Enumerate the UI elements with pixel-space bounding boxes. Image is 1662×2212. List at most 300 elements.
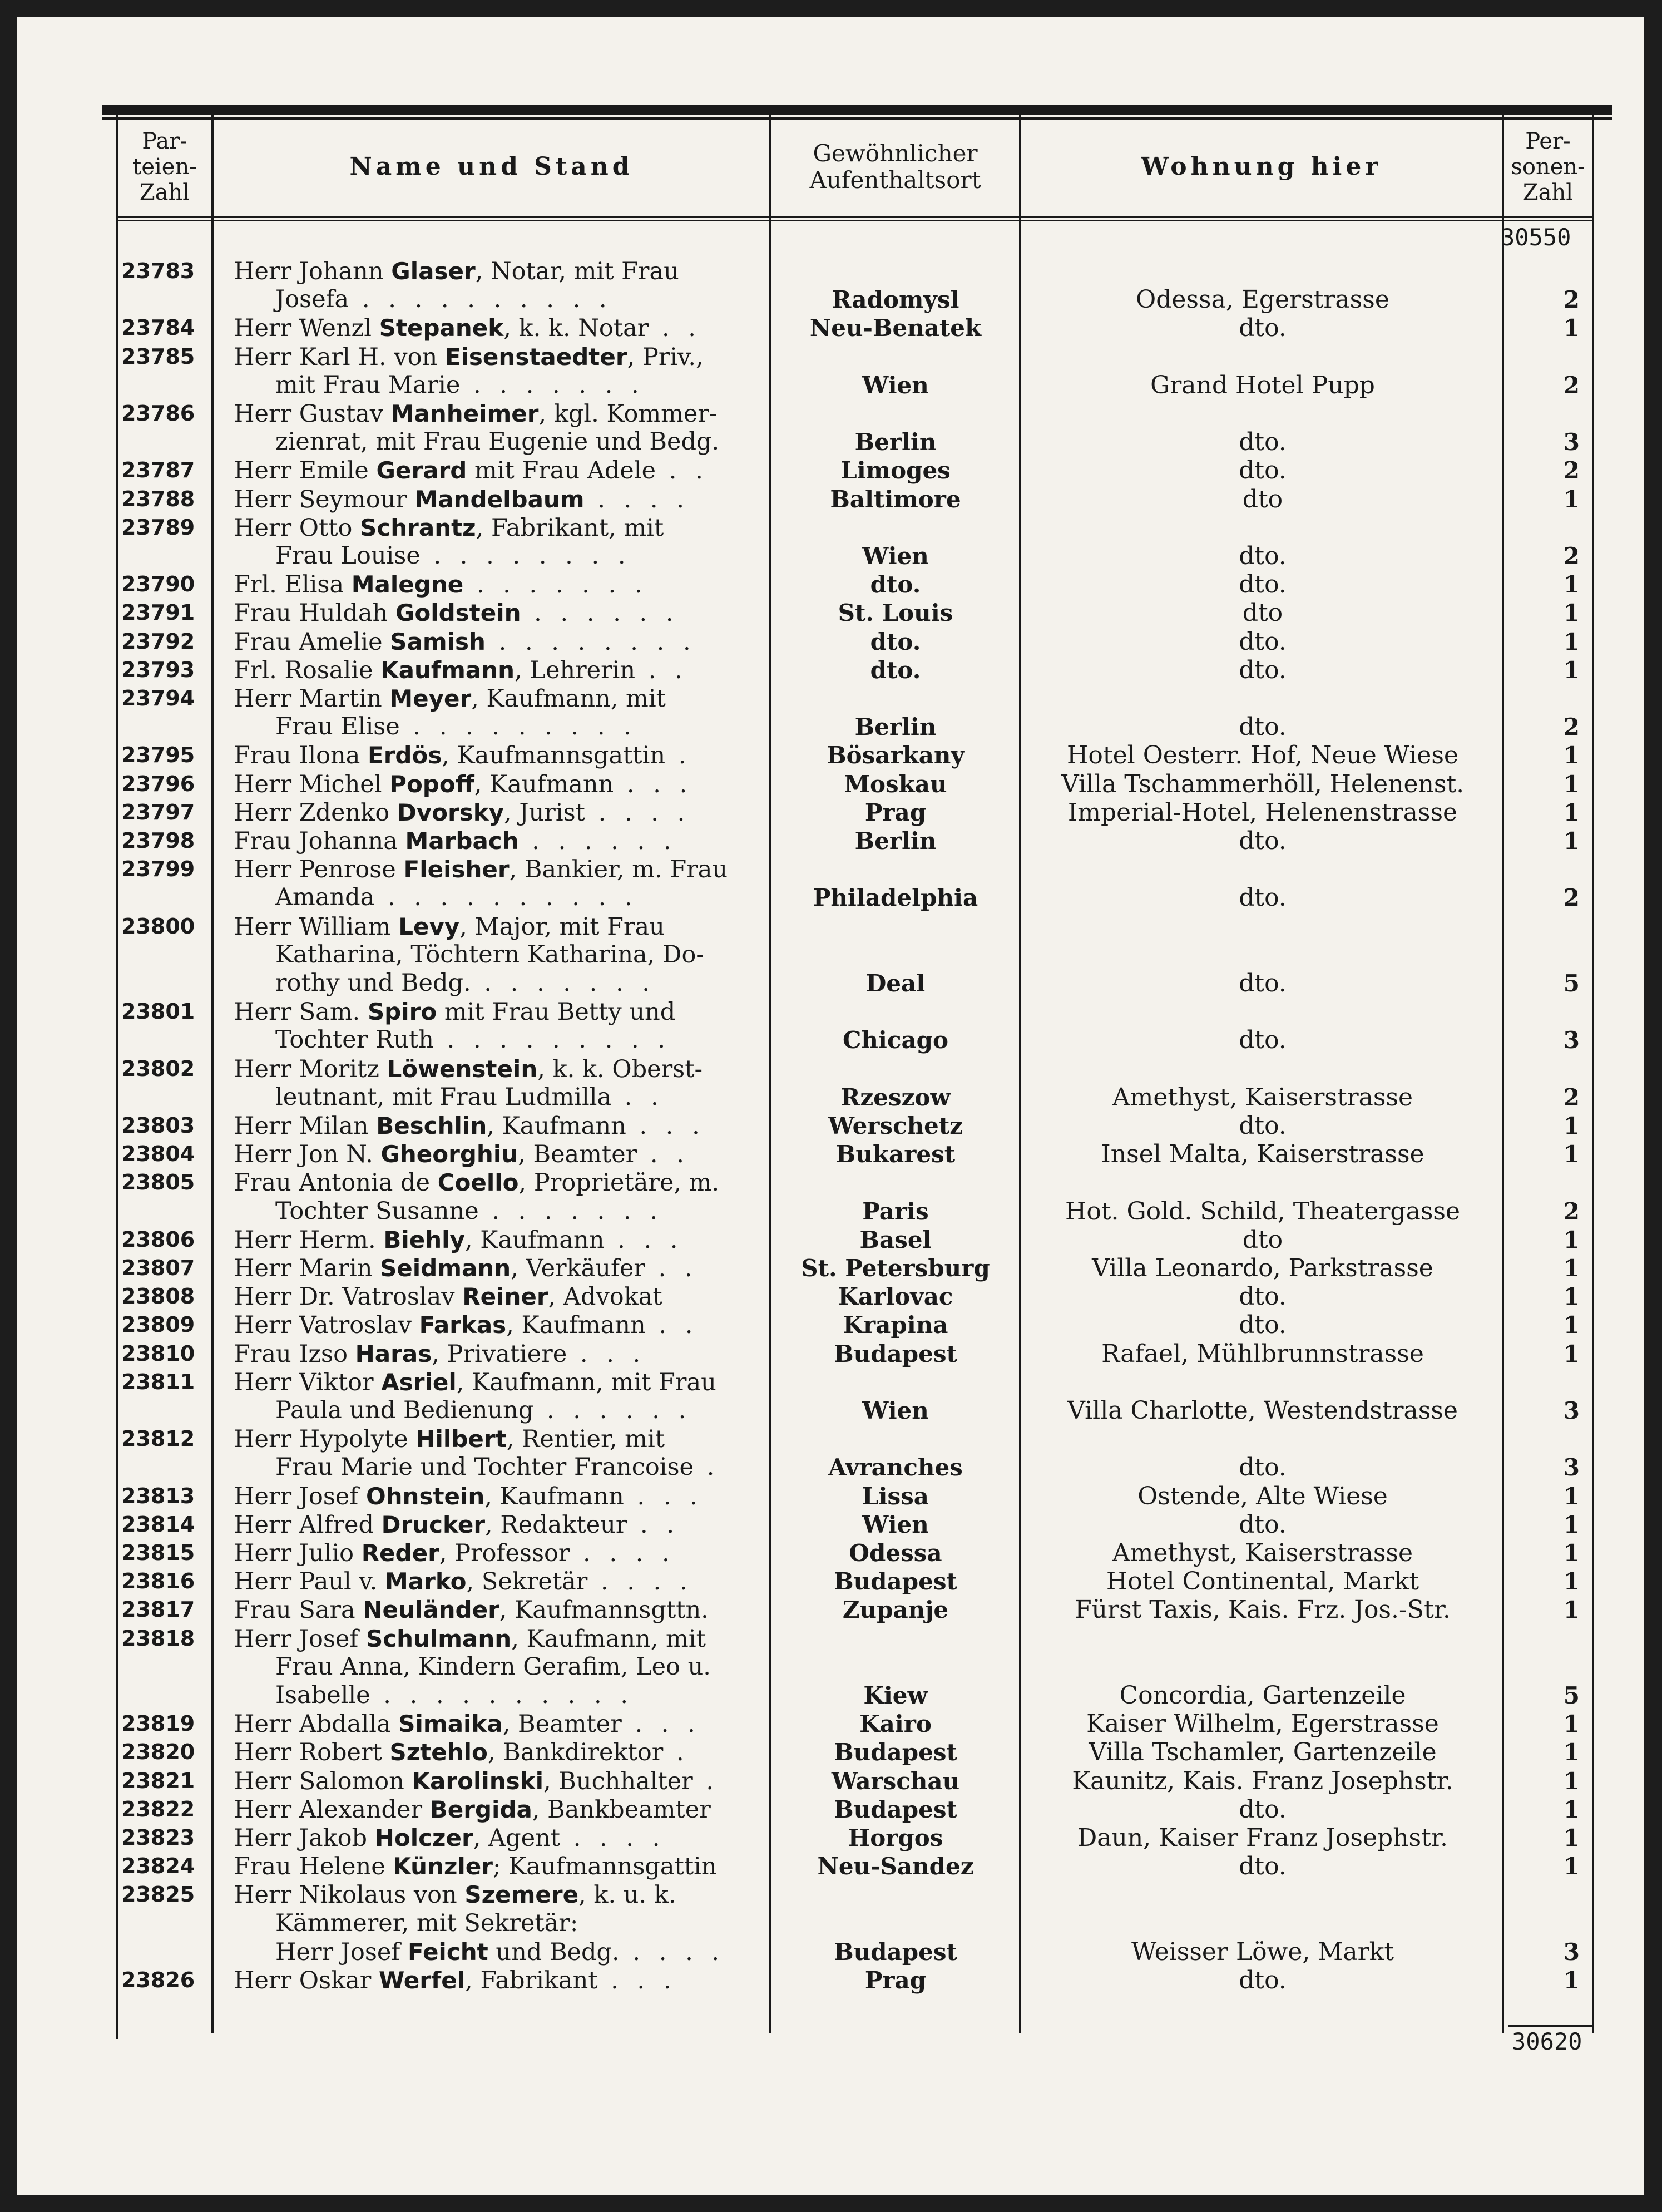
name-and-status <box>234 1710 701 1738</box>
header-name: Name und Stand <box>349 152 634 181</box>
person-count: 1 <box>1563 1140 1580 1168</box>
name-line: Frau Antonia de Coello, Proprietäre, m. <box>234 1169 720 1197</box>
surname: Coello <box>437 1169 519 1197</box>
party-number: 23808 <box>121 1284 195 1309</box>
usual-residence: Budapest <box>834 1938 957 1966</box>
name-and-status <box>234 1567 693 1596</box>
name-line: Herr Josef Ohnstein, Kaufmann . . . <box>234 1482 703 1510</box>
name-line: Frau Elise . . . . . . . . . <box>275 713 637 741</box>
name-line: Herr Sam. Spiro mit Frau Betty und <box>234 998 676 1026</box>
party-number: 23820 <box>121 1740 195 1765</box>
lodging-here: Kaunitz, Kais. Franz Josephstr. <box>1072 1766 1453 1795</box>
lodging-here: Insel Malta, Kaiserstrasse <box>1101 1140 1424 1169</box>
lodging-here: dto <box>1242 485 1283 514</box>
leader-dots: . . . . . . . <box>471 969 656 997</box>
lodging-here: dto. <box>1239 1852 1287 1881</box>
leader-dots: . . . . . . . . . <box>434 1026 671 1054</box>
surname: Farkas <box>419 1311 507 1339</box>
name-and-status <box>234 1795 711 1824</box>
surname: Sztehlo <box>389 1739 488 1766</box>
person-count: 5 <box>1563 1681 1580 1709</box>
usual-residence: Berlin <box>854 713 937 741</box>
name-and-status <box>234 343 704 399</box>
lodging-here: Odessa, Egerstrasse <box>1136 285 1389 314</box>
leader-dots: . . <box>656 457 709 485</box>
usual-residence: Baltimore <box>830 485 961 513</box>
surname: Mandelbaum <box>414 485 585 513</box>
usual-residence: Krapina <box>843 1311 948 1339</box>
person-count: 1 <box>1563 1596 1580 1624</box>
usual-residence: Prag <box>864 1967 927 1994</box>
usual-residence: Budapest <box>834 1795 957 1823</box>
surname: Marbach <box>405 827 519 855</box>
name-line: Herr Hypolyte Hilbert, Rentier, mit <box>234 1425 665 1454</box>
usual-residence: Wien <box>862 542 929 570</box>
name-and-status <box>234 570 648 599</box>
usual-residence: Zupanje <box>842 1596 949 1624</box>
party-number: 23796 <box>121 771 195 796</box>
surname: Erdös <box>368 742 442 769</box>
surname: Manheimer <box>390 400 539 427</box>
name-line: Herr Otto Schrantz, Fabrikant, mit <box>234 514 664 542</box>
usual-residence: Odessa <box>849 1539 942 1567</box>
usual-residence: Wien <box>862 1510 929 1538</box>
name-line: Frau Marie und Tochter Francoise . <box>275 1453 720 1482</box>
party-number: 23810 <box>121 1341 195 1366</box>
name-and-status <box>234 1425 720 1482</box>
lodging-here: dto. <box>1239 1453 1287 1482</box>
party-number: 23792 <box>121 629 195 654</box>
lodging-here: dto. <box>1239 428 1287 457</box>
lodging-here: Villa Tschamler, Gartenzeile <box>1089 1738 1437 1767</box>
person-count: 1 <box>1563 1112 1580 1139</box>
header-number: Par- teien- Zahl <box>132 129 197 205</box>
usual-residence: Horgos <box>848 1824 943 1851</box>
leader-dots: . . <box>645 1255 698 1282</box>
name-line: Herr Paul v. Marko, Sekretär . . . . <box>234 1568 693 1596</box>
person-count: 2 <box>1563 1083 1580 1111</box>
name-and-status <box>234 1539 675 1567</box>
usual-residence: Rzeszow <box>840 1083 951 1111</box>
party-number: 23814 <box>121 1512 195 1537</box>
leader-dots: . . <box>637 1140 690 1169</box>
party-number: 23806 <box>121 1227 195 1252</box>
usual-residence: Moskau <box>844 770 947 798</box>
name-and-status <box>234 1282 662 1311</box>
surname: Werfel <box>378 1967 466 1994</box>
name-line: Herr Seymour Mandelbaum . . . . <box>234 485 690 514</box>
name-line: Herr Penrose Fleisher, Bankier, m. Frau <box>234 856 728 884</box>
usual-residence: Budapest <box>834 1568 957 1596</box>
lodging-here: dto <box>1242 599 1283 628</box>
leader-dots: . . <box>645 1311 699 1340</box>
lodging-here: dto. <box>1239 1510 1287 1539</box>
name-and-status <box>234 1112 705 1140</box>
party-number: 23813 <box>121 1483 195 1508</box>
name-line: Herr Emile Gerard mit Frau Adele . . <box>234 457 709 485</box>
name-and-status <box>234 1767 719 1795</box>
name-and-status <box>234 912 704 998</box>
usual-residence: Chicago <box>842 1026 949 1054</box>
party-number: 23783 <box>121 259 195 283</box>
party-number: 23801 <box>121 999 195 1024</box>
leader-dots: . . . . . . . . . . <box>370 1681 634 1709</box>
party-number: 23811 <box>121 1369 195 1394</box>
name-and-status <box>234 599 679 627</box>
surname: Hilbert <box>416 1425 507 1453</box>
usual-residence: St. Petersburg <box>801 1255 990 1282</box>
leader-dots: . . . . <box>619 1938 725 1966</box>
name-line: Herr Salomon Karolinski, Buchhalter . <box>234 1767 720 1795</box>
leader-dots: . . . . <box>585 798 691 827</box>
usual-residence: Bukarest <box>835 1140 956 1168</box>
person-count: 1 <box>1563 1283 1580 1311</box>
party-number: 23821 <box>121 1768 195 1793</box>
name-and-status <box>234 770 692 798</box>
party-number: 23789 <box>121 515 195 540</box>
lodging-here: Hotel Continental, Markt <box>1106 1567 1419 1596</box>
lodging-here: dto. <box>1239 456 1287 485</box>
lodging-here: Amethyst, Kaiserstrasse <box>1112 1539 1413 1567</box>
header-origin: Gewöhnlicher Aufenthaltsort <box>809 139 981 194</box>
usual-residence: Neu-Benatek <box>809 314 982 342</box>
party-number: 23812 <box>121 1426 195 1451</box>
lodging-here: Hot. Gold. Schild, Theatergasse <box>1065 1197 1461 1226</box>
name-line: rothy und Bedg. . . . . . . . <box>275 969 656 997</box>
person-count: 1 <box>1563 1967 1580 1994</box>
surname: Seidmann <box>380 1255 511 1282</box>
lodging-here: dto. <box>1239 1966 1287 1994</box>
surname: Beschlin <box>376 1112 487 1139</box>
leader-dots: . . . . . . . <box>463 571 648 599</box>
person-count: 3 <box>1563 1396 1580 1424</box>
name-and-status <box>234 1738 690 1766</box>
surname: Schrantz <box>360 514 476 541</box>
person-count: 1 <box>1563 1539 1580 1567</box>
name-line: Herr Milan Beschlin, Kaufmann . . . <box>234 1112 705 1140</box>
leader-dots: . <box>693 1453 720 1482</box>
name-line: Amanda . . . . . . . . . . <box>275 883 638 912</box>
usual-residence: Limoges <box>840 457 951 485</box>
lodging-here: Kaiser Wilhelm, Egerstrasse <box>1086 1710 1439 1739</box>
usual-residence: Avranches <box>828 1454 963 1482</box>
party-number: 23824 <box>121 1854 195 1879</box>
name-line: Herr Marin Seidmann, Verkäufer . . <box>234 1255 698 1282</box>
party-number: 23809 <box>121 1312 195 1337</box>
surname: Popoff <box>389 770 474 798</box>
person-count: 1 <box>1563 1795 1580 1823</box>
name-and-status <box>234 1482 703 1510</box>
usual-residence: dto. <box>870 628 921 655</box>
name-and-status <box>234 656 688 684</box>
usual-residence: Berlin <box>854 428 937 456</box>
surname: Spiro <box>367 998 437 1026</box>
lodging-here: Ostende, Alte Wiese <box>1137 1482 1388 1510</box>
name-line: Frau Sara Neuländer, Kaufmannsgttn. <box>234 1596 709 1625</box>
name-and-status <box>234 1824 665 1852</box>
name-and-status <box>234 827 677 855</box>
name-line: mit Frau Marie . . . . . . . <box>275 371 645 399</box>
name-line: Herr Alexander Bergida, Bankbeamter <box>234 1795 711 1824</box>
lodging-here: Weisser Löwe, Markt <box>1131 1937 1394 1966</box>
party-number: 23787 <box>121 458 195 483</box>
surname: Holczer <box>374 1824 473 1851</box>
party-number: 23816 <box>121 1569 195 1594</box>
person-count: 2 <box>1563 1197 1580 1225</box>
person-count: 5 <box>1563 969 1580 997</box>
name-line: Herr Michel Popoff, Kaufmann . . . <box>234 770 693 798</box>
party-number: 23784 <box>121 315 195 340</box>
leader-dots: . . . <box>626 1112 705 1140</box>
person-count: 1 <box>1563 1710 1580 1738</box>
surname: Löwenstein <box>387 1055 538 1083</box>
name-line: Herr Alfred Drucker, Redakteur . . <box>234 1510 680 1539</box>
lodging-here: Imperial-Hotel, Helenenstrasse <box>1067 798 1458 827</box>
surname: Levy <box>398 912 460 940</box>
name-and-status <box>234 1596 709 1624</box>
name-line: Frau Louise . . . . . . . . <box>275 541 631 570</box>
usual-residence: Berlin <box>854 827 937 855</box>
lodging-here: dto. <box>1239 1026 1287 1055</box>
name-line: Herr William Levy, Major, mit Frau <box>234 912 665 941</box>
name-and-status <box>234 485 690 514</box>
surname: Fleisher <box>403 856 510 883</box>
leader-dots: . . . . . . . . <box>420 541 631 570</box>
person-count: 1 <box>1563 1482 1580 1510</box>
surname: Goldstein <box>395 599 521 627</box>
usual-residence: Warschau <box>831 1767 960 1795</box>
party-number: 23786 <box>121 401 195 426</box>
usual-residence: dto. <box>870 571 921 599</box>
person-count: 2 <box>1563 286 1580 314</box>
person-count: 3 <box>1563 1026 1580 1054</box>
leader-dots: . . . <box>621 1710 701 1739</box>
party-number: 23825 <box>121 1882 195 1907</box>
leader-dots: . . . . <box>560 1824 666 1852</box>
person-count: 3 <box>1563 1938 1580 1966</box>
lodging-here: Rafael, Mühlbrunnstrasse <box>1101 1339 1424 1368</box>
person-count: 1 <box>1563 1311 1580 1339</box>
lodging-here: dto. <box>1239 1282 1287 1311</box>
surname: Simaika <box>398 1710 503 1738</box>
surname: Karolinski <box>412 1767 543 1795</box>
leader-dots: . . . . . . . <box>460 371 645 399</box>
surname: Reder <box>361 1539 439 1567</box>
name-and-status <box>234 741 691 769</box>
name-line: Herr Dr. Vatroslav Reiner, Advokat <box>234 1283 662 1311</box>
party-number: 23803 <box>121 1113 195 1138</box>
person-count: 1 <box>1563 599 1580 627</box>
party-number: 23790 <box>121 572 195 597</box>
leader-dots: . . . <box>624 1482 703 1510</box>
name-line: Herr Josef Feicht und Bedg. . . . . <box>275 1938 725 1966</box>
lodging-here: dto. <box>1239 883 1287 912</box>
surname: Kaufmann <box>380 656 515 684</box>
name-line: Herr Julio Reder, Professor . . . . <box>234 1539 675 1567</box>
name-and-status <box>234 456 709 485</box>
surname: Eisenstaedter <box>444 343 627 371</box>
leader-dots: . <box>665 742 692 770</box>
leader-dots: . . . . . . <box>521 599 679 628</box>
person-count: 1 <box>1563 485 1580 513</box>
leader-dots: . . . . . . <box>533 1396 692 1424</box>
name-line: Frau Huldah Goldstein . . . . . . <box>234 599 679 628</box>
usual-residence: Kairo <box>859 1710 932 1738</box>
leader-dots: . . . <box>567 1340 646 1368</box>
name-line: Herr Jakob Holczer, Agent . . . . <box>234 1824 666 1852</box>
usual-residence: Kiew <box>863 1681 928 1709</box>
name-and-status <box>234 684 666 741</box>
usual-residence: dto. <box>870 656 921 684</box>
name-and-status <box>234 1340 646 1368</box>
name-line: Frau Amelie Samish . . . . . . . . <box>234 628 696 656</box>
name-line: Tochter Susanne . . . . . . . <box>275 1197 664 1225</box>
name-and-status <box>234 1254 698 1282</box>
party-number: 23798 <box>121 828 195 853</box>
name-and-status <box>234 1510 680 1539</box>
party-number: 23791 <box>121 600 195 625</box>
party-number: 23819 <box>121 1711 195 1736</box>
usual-residence: Karlovac <box>838 1283 953 1311</box>
surname: Haras <box>355 1340 432 1367</box>
party-number: 23805 <box>121 1170 195 1195</box>
person-count: 3 <box>1563 428 1580 456</box>
name-line: Herr Nikolaus von Szemere, k. u. k. <box>234 1881 676 1909</box>
name-line: Herr Robert Sztehlo, Bankdirektor . <box>234 1739 690 1767</box>
person-count: 1 <box>1563 1739 1580 1766</box>
leader-dots: . . <box>627 1510 680 1539</box>
lodging-here: dto. <box>1239 1795 1287 1824</box>
lodging-here: dto. <box>1239 570 1287 599</box>
surname: Neuländer <box>363 1596 499 1624</box>
name-line: Herr Johann Glaser, Notar, mit Frau <box>234 258 679 285</box>
leader-dots: . . . . <box>584 485 690 514</box>
lodging-here: dto. <box>1239 627 1287 656</box>
lodging-here: dto. <box>1239 655 1287 684</box>
lodging-here: dto. <box>1239 827 1287 855</box>
surname: Gerard <box>376 457 467 485</box>
name-line: Frau Izso Haras, Privatiere . . . <box>234 1340 646 1368</box>
lodging-here: dto. <box>1239 713 1287 742</box>
name-and-status <box>234 399 719 456</box>
person-count: 1 <box>1563 770 1580 798</box>
surname: Feicht <box>407 1938 488 1966</box>
name-line: Frau Helene Künzler; Kaufmannsgattin <box>234 1853 717 1881</box>
person-count: 1 <box>1563 742 1580 769</box>
usual-residence: Budapest <box>834 1739 957 1766</box>
surname: Glaser <box>391 258 476 285</box>
surname: Stepanek <box>379 314 504 342</box>
party-number: 23804 <box>121 1142 195 1167</box>
person-count: 1 <box>1563 314 1580 342</box>
lodging-here: Hotel Oesterr. Hof, Neue Wiese <box>1067 741 1458 770</box>
name-and-status <box>234 514 664 570</box>
name-line: Herr Zdenko Dvorsky, Jurist . . . . <box>234 798 691 827</box>
name-line: Herr Jon N. Gheorghiu, Beamter . . <box>234 1140 690 1169</box>
usual-residence: Deal <box>865 969 926 997</box>
lodging-here: dto. <box>1239 969 1287 998</box>
usual-residence: Philadelphia <box>813 884 978 912</box>
name-line: Frl. Rosalie Kaufmann, Lehrerin . . <box>234 656 688 684</box>
name-and-status <box>234 1311 698 1339</box>
name-and-status <box>234 628 696 656</box>
name-and-status <box>234 855 728 912</box>
party-number: 23795 <box>121 743 195 768</box>
party-number: 23788 <box>121 486 195 511</box>
party-number: 23815 <box>121 1540 195 1565</box>
name-and-status <box>234 998 675 1054</box>
person-count: 3 <box>1563 1454 1580 1482</box>
name-line: Frau Johanna Marbach . . . . . . <box>234 827 677 855</box>
surname: Dvorsky <box>397 798 504 826</box>
name-and-status <box>234 1055 703 1112</box>
name-line: Herr Josef Schulmann, Kaufmann, mit <box>234 1625 706 1653</box>
name-and-status <box>234 1625 711 1710</box>
name-line: Tochter Ruth . . . . . . . . . <box>275 1026 671 1054</box>
name-line: Herr Vatroslav Farkas, Kaufmann . . <box>234 1311 699 1340</box>
person-count: 2 <box>1563 884 1580 912</box>
leader-dots: . . <box>611 1083 664 1111</box>
name-line: Herr Karl H. von Eisenstaedter, Priv., <box>234 343 704 371</box>
person-count: 2 <box>1563 713 1580 741</box>
leader-dots: . . . . . . . . . . <box>349 285 612 314</box>
person-count: 1 <box>1563 571 1580 599</box>
name-and-status <box>234 257 679 314</box>
person-count: 2 <box>1563 542 1580 570</box>
name-line: zienrat, mit Frau Eugenie und Bedg. <box>275 428 720 456</box>
person-count: 1 <box>1563 827 1580 855</box>
surname: Marko <box>385 1568 467 1596</box>
lodging-here: Grand Hotel Pupp <box>1150 371 1375 399</box>
lodging-here: dto. <box>1239 1112 1287 1140</box>
person-count: 1 <box>1563 1510 1580 1538</box>
usual-residence: Werschetz <box>828 1112 963 1139</box>
name-line: Josefa . . . . . . . . . . <box>275 285 612 314</box>
surname: Asriel <box>381 1368 457 1396</box>
name-line: Frau Anna, Kindern Gerafim, Leo u. <box>275 1652 711 1681</box>
total-rule <box>1508 2025 1592 2027</box>
leader-dots: . . . . <box>587 1568 693 1596</box>
person-count: 1 <box>1563 798 1580 826</box>
person-count: 1 <box>1563 628 1580 655</box>
name-and-status <box>234 1368 716 1425</box>
party-number: 23826 <box>121 1968 195 1992</box>
person-count: 2 <box>1563 457 1580 485</box>
name-and-status <box>234 1966 677 1994</box>
surname: Malegne <box>351 571 464 599</box>
surname: Bergida <box>429 1795 532 1823</box>
name-line: Katharina, Töchtern Katharina, Do- <box>275 940 704 969</box>
carry-total: 30550 <box>1501 224 1571 251</box>
usual-residence: Budapest <box>834 1340 957 1367</box>
name-line: Isabelle . . . . . . . . . . <box>275 1681 634 1709</box>
name-and-status <box>234 1226 683 1254</box>
usual-residence: Prag <box>864 798 927 826</box>
name-line: Herr Abdalla Simaika, Beamter . . . <box>234 1710 701 1739</box>
usual-residence: Wien <box>862 1396 929 1424</box>
person-count: 1 <box>1563 656 1580 684</box>
lodging-here: Concordia, Gartenzeile <box>1119 1681 1406 1710</box>
party-number: 23785 <box>121 344 195 369</box>
party-number: 23793 <box>121 657 195 682</box>
lodging-here: Daun, Kaiser Franz Josephstr. <box>1077 1824 1448 1852</box>
party-number: 23817 <box>121 1597 195 1622</box>
lodging-here: Fürst Taxis, Kais. Frz. Jos.-Str. <box>1075 1596 1451 1625</box>
lodging-here: Villa Tschammerhöll, Helenenst. <box>1061 769 1465 798</box>
lodging-here: dto. <box>1239 1311 1287 1340</box>
party-number: 23818 <box>121 1626 195 1651</box>
surname: Ohnstein <box>365 1482 485 1510</box>
